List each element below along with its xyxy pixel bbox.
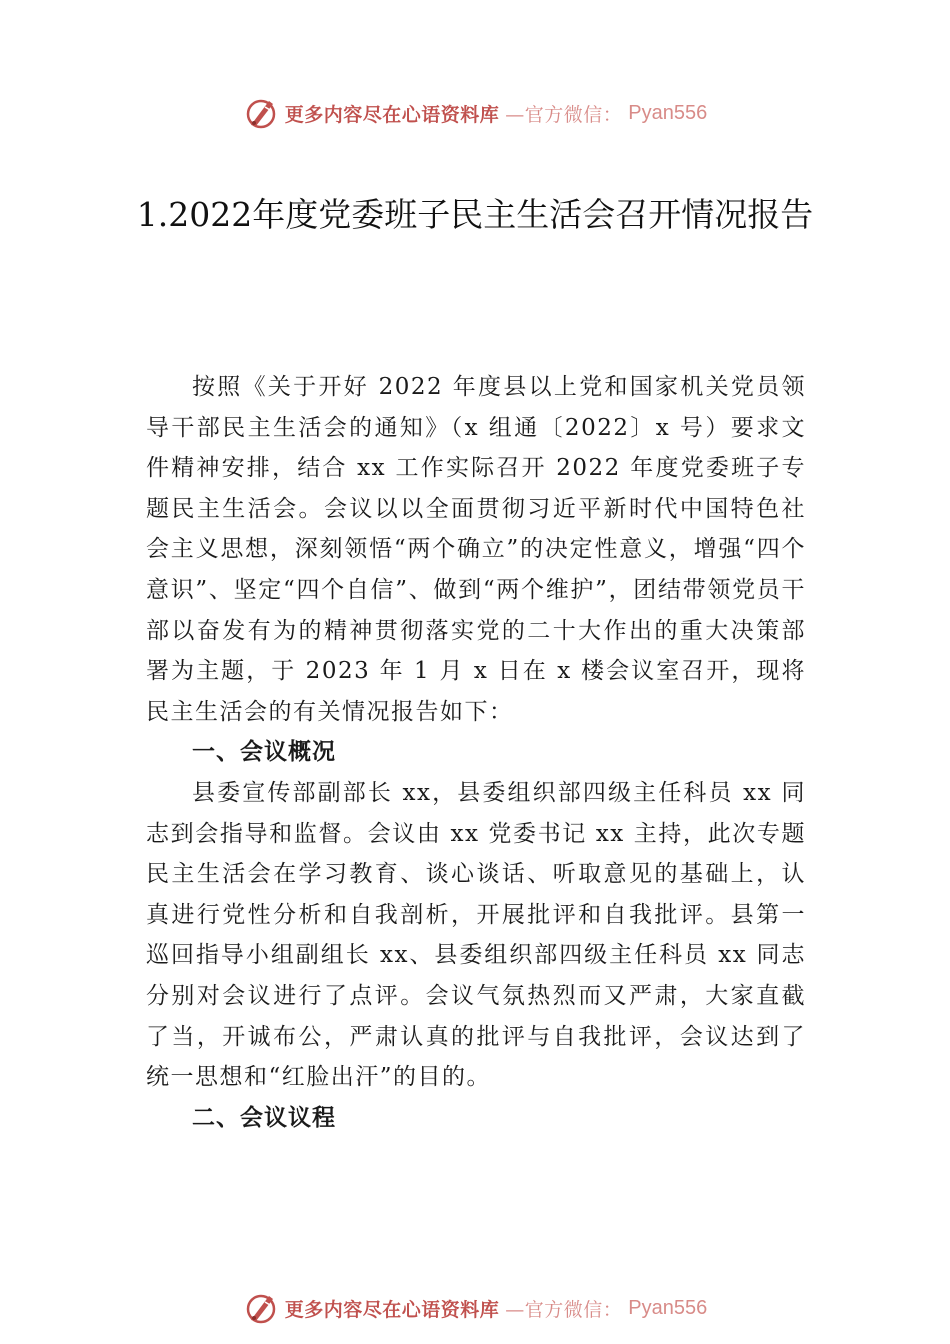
banner-wechat-id: Pyan556 bbox=[628, 1296, 708, 1319]
body-paragraph: 按照《关于开好 2022 年度县以上党和国家机关党员领导干部民主生活会的通知》（x 组通〔2022〕x 号）要求文件精神安排，结合 xx 工作实际召开 2022 年度党委班子专题民主生活会。会议以以全面贯彻习近平新时代中国特色社会主义思想，深刻领悟“两个确立”的决定性意义，增强“四个意识”、坚定“四个自信”、做到“两个维护”，团结带领党员干部以奋发有为的精神贯彻落实党的二十大作出的重大决策部署为主题，于 2023 年 1 月 x 日在 x 楼会议室召开，现将民主生活会的有关情况报告如下： bbox=[146, 374, 806, 725]
banner-separator-text: —官方微信： bbox=[505, 103, 623, 126]
banner-main-text: 更多内容尽在心语资料库 bbox=[284, 103, 500, 126]
quill-logo-icon bbox=[243, 95, 279, 131]
banner-main-text: 更多内容尽在心语资料库 bbox=[284, 1298, 500, 1321]
section-heading: 二、会议议程 bbox=[192, 1104, 336, 1131]
quill-logo-icon bbox=[243, 1290, 279, 1326]
banner-separator-text: —官方微信： bbox=[505, 1298, 623, 1321]
footer-banner bbox=[0, 1288, 950, 1328]
body-paragraph: 县委宣传部副部长 xx，县委组织部四级主任科员 xx 同志到会指导和监督。会议由 xx 党委书记 xx 主持，此次专题民主生活会在学习教育、谈心谈话、听取意见的基础上，认真进行党性分析和自我剖析，开展批评和自我批评。县第一巡回指导小组副组长 xx、县委组织部四级主任科员 xx 同志分别对会议进行了点评。会议气氛热烈而又严肃，大家直截了当，开诚布公，严肃认真的批评与自我批评，会议达到了统一思想和“红脸出汗”的目的。 bbox=[146, 779, 806, 1091]
header-banner bbox=[0, 93, 950, 133]
document-title: 1.2022年度党委班子民主生活会召开情况报告 bbox=[136, 195, 814, 234]
document-body bbox=[146, 367, 806, 1138]
banner-wechat-id: Pyan556 bbox=[628, 101, 708, 124]
section-heading: 一、会议概况 bbox=[192, 739, 336, 766]
